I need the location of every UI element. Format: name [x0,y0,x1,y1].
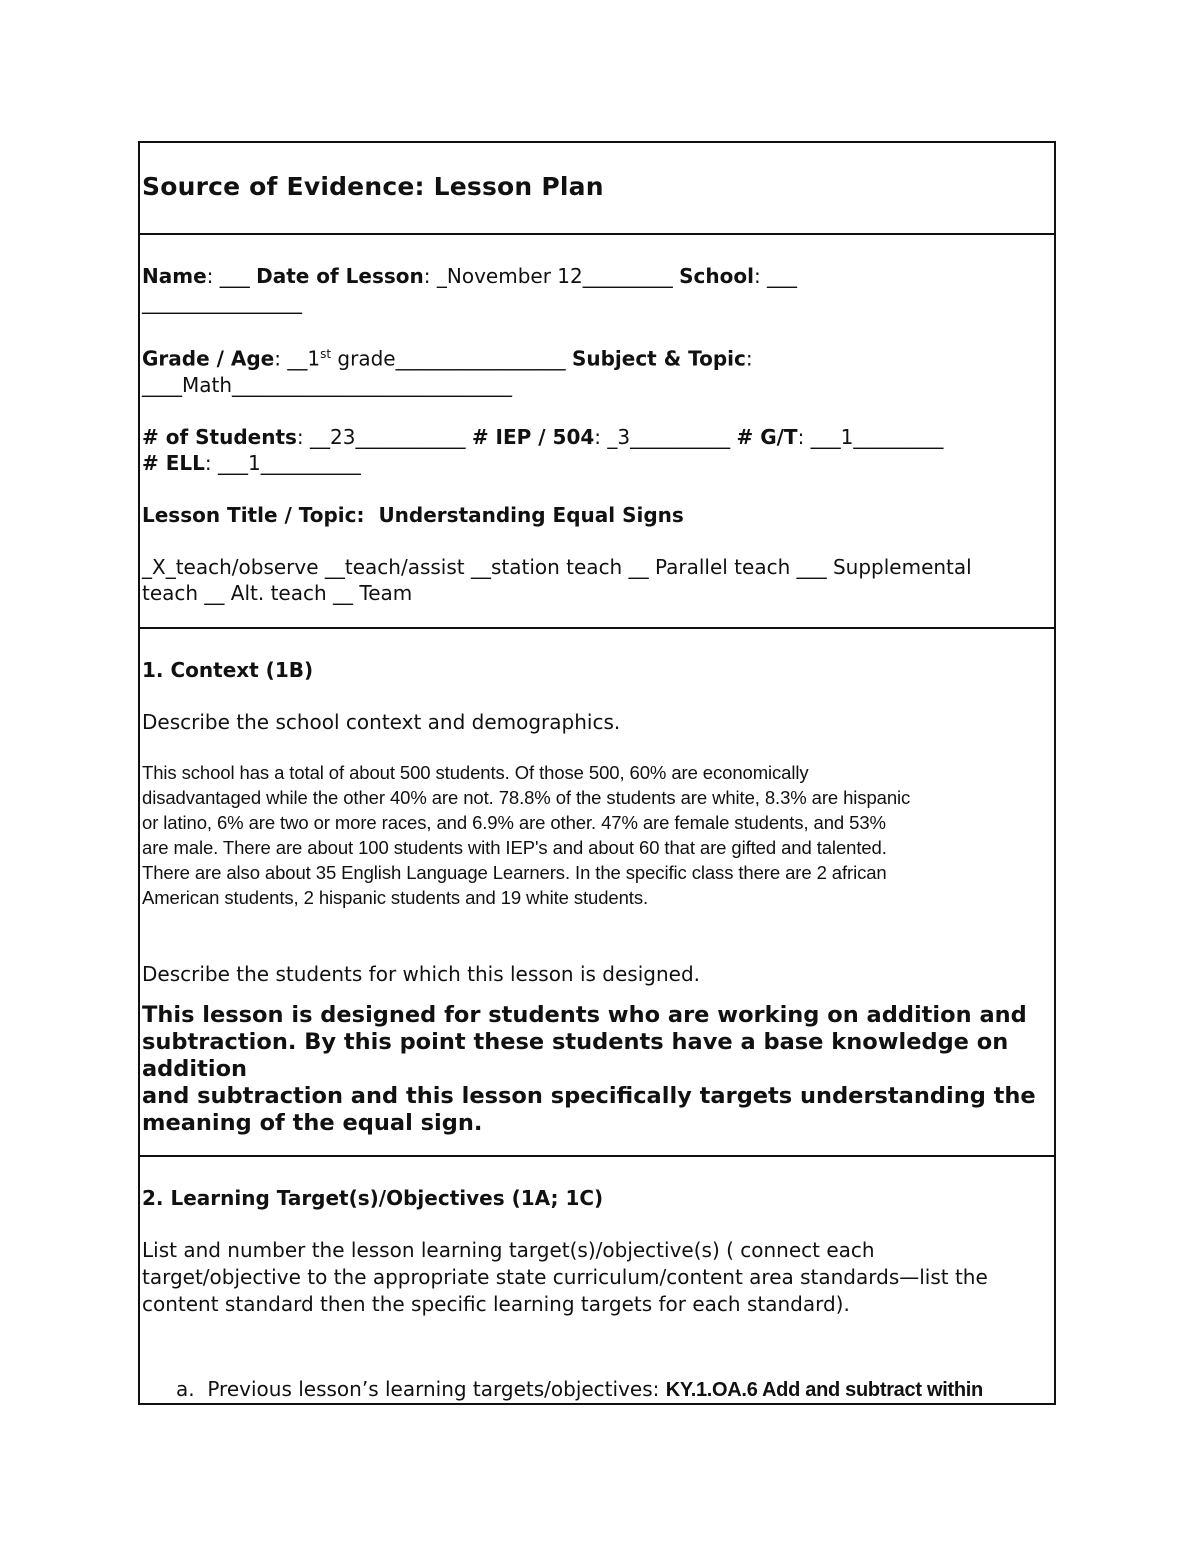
paragraph-line: This school has a total of about 500 students. Of those 500, 60% are economically [142,762,809,783]
title-cell [140,143,1054,235]
school-value: : ___ [753,264,798,288]
designed-line: This lesson is designed for students who are working on addition and [142,1002,1027,1028]
targets-prompt [142,1237,1052,1318]
school-value-continued: ________________ [142,290,302,314]
designed-paragraph [142,1002,1052,1137]
prompt-line: List and number the lesson learning target(s)/objective(s) ( connect each [142,1238,875,1262]
context-paragraph [142,760,1052,910]
item-a-text: Previous lesson’s learning targets/objectives: [207,1377,666,1401]
paragraph-line: There are also about 35 English Language Learners. In the specific class there are 2 african [142,862,887,883]
counts-line [142,424,1052,450]
teach-options-line-2: teach __ Alt. teach __ Team [142,580,413,605]
subject-label: Subject & Topic [571,346,746,371]
grade-value-pre: : __1 [274,346,321,371]
subject-value: ____Math____________________________ [142,372,513,397]
paragraph-line: or latino, 6% are two or more races, and 6.9% are other. 47% are female students, and 53% [142,812,886,833]
grade-subject-line [142,341,1052,372]
name-value: : ___ [206,264,257,288]
context-cell [140,629,1054,1157]
ell-label: # ELL [142,450,205,475]
ell-value: : ___1__________ [204,450,361,475]
grade-superscript: st [320,347,332,361]
gt-label: # G/T [736,424,798,449]
targets-heading: 2. Learning Target(s)/Objectives (1A; 1C) [142,1186,604,1210]
date-label: Date of Lesson [256,264,424,288]
iep-value: : _3__________ [594,424,737,449]
page-title: Source of Evidence: Lesson Plan [142,172,604,201]
designed-line: meaning of the equal sign. [142,1110,483,1136]
date-value: : _November 12_________ [423,264,680,288]
designed-line: and subtraction and this lesson specifically targets understanding the [142,1083,1036,1109]
ell-line [142,450,1052,476]
gt-value: : ___1_________ [797,424,944,449]
grade-value-post: grade_________________ [331,346,572,371]
paragraph-line: disadvantaged while the other 40% are not. 78.8% of the students are white, 8.3% are hispanic [142,787,911,808]
name-date-school-line [142,263,1052,289]
subject-colon: : [745,346,753,371]
students-prompt: Describe the students for which this lesson is designed. [142,962,701,986]
iep-label: # IEP / 504 [471,424,595,449]
prompt-line: content standard then the specific learning targets for each standard). [142,1292,850,1316]
context-heading: 1. Context (1B) [142,658,314,682]
targets-cell [140,1157,1054,1405]
paragraph-line: American students, 2 hispanic students and 19 white students. [142,887,649,908]
school-label: School [679,264,754,288]
students-label: # of Students [142,424,297,449]
info-cell [140,235,1054,629]
name-label: Name [142,264,207,288]
lesson-title: Lesson Title / Topic: Understanding Equal Signs [142,502,684,527]
teach-options-line-1: _X_teach/observe __teach/assist __station teach __ Parallel teach ___ Supplemental [142,554,972,579]
item-marker: a. [176,1377,195,1401]
designed-line: subtraction. By this point these students have a base knowledge on addition [142,1029,1009,1082]
grade-label: Grade / Age [142,346,275,371]
target-item-a [142,1376,1052,1404]
students-value: : __23___________ [296,424,472,449]
context-prompt: Describe the school context and demographics. [142,710,621,734]
lesson-plan-table [138,141,1056,1405]
paragraph-line: are male. There are about 100 students with IEP's and about 60 that are gifted and talented. [142,837,887,858]
item-a-standard: KY.1.OA.6 Add and subtract within [665,1379,983,1401]
prompt-line: target/objective to the appropriate state curriculum/content area standards—list the [142,1265,988,1289]
